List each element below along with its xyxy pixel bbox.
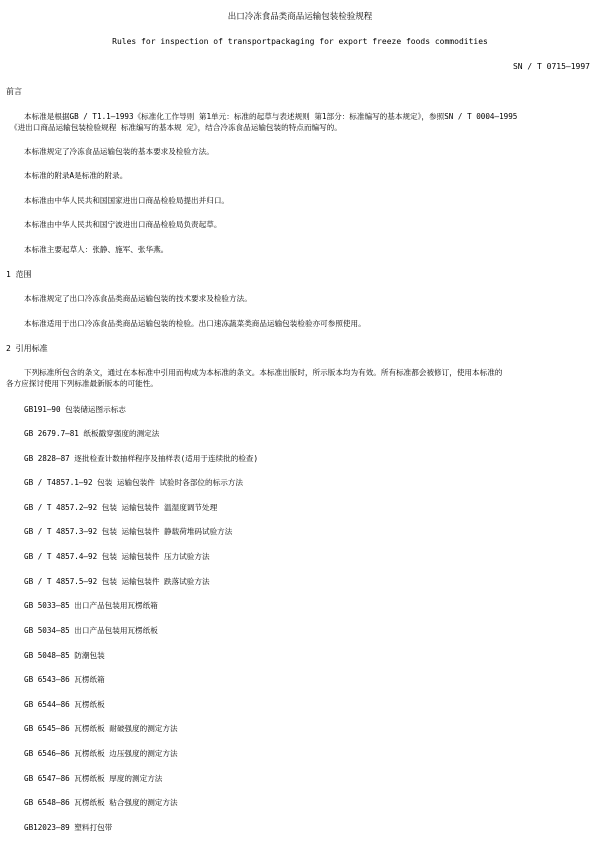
reference-item: GB 6547—86 瓦楞纸板 厚度的测定方法 [24,774,163,783]
reference-item: GB 5048—85 防潮包装 [24,651,105,660]
reference-item: GB 6545—86 瓦楞纸板 耐破强度的测定方法 [24,724,178,733]
reference-item: GB / T 4857.3—92 包装 运输包装件 静载荷堆码试验方法 [24,527,233,536]
foreword-para4: 本标准由中华人民共和国国家进出口商品检验局提出并归口。 [24,196,230,205]
reference-item: GB 5033—85 出口产品包装用瓦楞纸箱 [24,601,158,610]
section1-heading: 1 范围 [6,270,32,279]
reference-item: GB191—90 包装储运图示标志 [24,405,126,414]
reference-item: GB / T 4857.2—92 包装 运输包装件 温湿度调节处理 [24,503,218,512]
section1-para2: 本标准适用于出口冷冻食品类商品运输包装的检验。出口速冻蔬菜类商品运输包装检验亦可参照使用。 [24,319,366,328]
section1-para1: 本标准规定了出口冷冻食品类商品运输包装的技术要求及检验方法。 [24,294,252,303]
reference-item: GB 6543—86 瓦楞纸箱 [24,675,105,684]
foreword-para5: 本标准由中华人民共和国宁波进出口商品检验局负责起草。 [24,220,222,229]
reference-item: GB 5034—85 出口产品包装用瓦楞纸板 [24,626,158,635]
reference-item: GB 6546—86 瓦楞纸板 边压强度的测定方法 [24,749,178,758]
foreword-heading: 前言 [6,87,22,96]
reference-item: GB 2828—87 逐批检查计数抽样程序及抽样表(适用于连续批的检查) [24,454,259,463]
foreword-para1-line1: 本标准是根据GB / T1.1—1993《标准化工作导则 第1单元：标准的起草与表述规则 第1部分：标准编写的基本规定》，参照SN / T 0004—1995 [24,112,518,121]
reference-item: GB / T 4857.5—92 包装 运输包装件 跌落试验方法 [24,577,210,586]
foreword-para3: 本标准的附录A是标准的附录。 [24,171,128,180]
foreword-para2: 本标准规定了冷冻食品运输包装的基本要求及检验方法。 [24,147,214,156]
section2-heading: 2 引用标准 [6,344,48,353]
reference-item: GB / T 4857.4—92 包装 运输包装件 压力试验方法 [24,552,210,561]
reference-item: GB12023—89 塑料打包带 [24,823,113,832]
reference-item: GB / T4857.1—92 包装 运输包装件 试验时各部位的标示方法 [24,478,243,487]
document-title-cn: 出口冷冻食品类商品运输包装检验规程 [227,12,373,22]
document-title-en: Rules for inspection of transportpackaging for export freeze foods commodities [112,37,488,46]
standard-code: SN / T 0715—1997 [512,62,590,71]
section2-intro-line1: 下列标准所包含的条文，通过在本标准中引用而构成为本标准的条文。本标准出版时，所示版本均为有效。所有标准都会被修订，使用本标准的 [24,368,503,377]
reference-item: GB 6548—86 瓦楞纸板 粘合强度的测定方法 [24,798,178,807]
section2-intro-line2: 各方应探讨使用下列标准最新版本的可能性。 [6,379,158,388]
reference-item: GB 2679.7—81 纸板戳穿强度的测定法 [24,429,160,438]
foreword-para6: 本标准主要起草人：张静、施军、张华燕。 [24,245,169,254]
reference-item: GB 6544—86 瓦楞纸板 [24,700,105,709]
foreword-para1-line2: 《进出口商品运输包装检验规程 标准编写的基本规 定》，结合冷冻食品运输包装的特点而编写的。 [10,123,342,132]
